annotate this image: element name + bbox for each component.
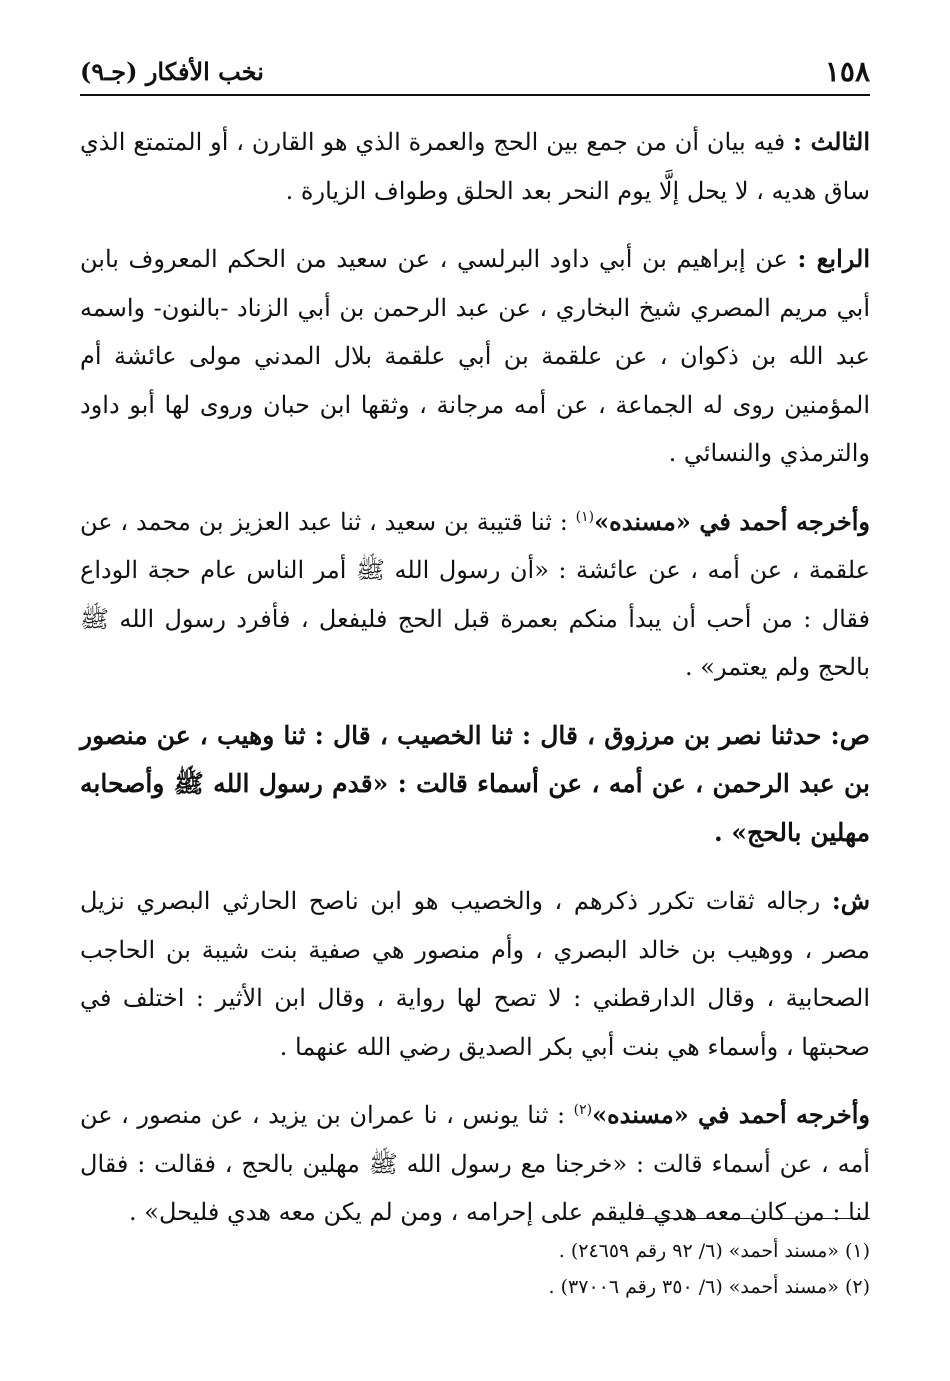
page-number: ١٥٨	[824, 55, 870, 88]
page-body	[80, 118, 870, 1257]
paragraph-lead: وأخرجه أحمد في «مسنده»	[592, 1100, 870, 1129]
running-title: نخب الأفكار (جـ٩)	[80, 57, 264, 86]
footnote-1: (١) «مسند أحمد» (٦/ ٩٢ رقم ٢٤٦٥٩) .	[558, 1240, 870, 1262]
footnotes	[80, 1218, 870, 1305]
paragraph-text: حدثنا نصر بن مرزوق ، قال : ثنا الخصيب ، قال : ثنا وهيب ، عن منصور بن عبد الرحمن ، عن أمه ، عن أسماء قالت : «قدم رسول الله ﷺ وأصحابه مهلين بالحج» .	[80, 720, 870, 847]
paragraph-text: عن إبراهيم بن أبي داود البرلسي ، عن سعيد من الحكم المعروف بابن أبي مريم المصري شيخ البخاري ، عن عبد الرحمن بن أبي الزناد -بالنون- واسمه عبد الله بن ذكوان ، عن علقمة بن أبي علقمة بلال المدني مولى عائشة أم المؤمنين روى له الجماعة ، عن أمه مرجانة ، وثقها ابن حبان وروى لها أبو داود والترمذي والنسائي .	[80, 245, 870, 467]
page-header	[80, 50, 870, 96]
paragraph-lead: ص:	[830, 720, 870, 750]
footnote-2: (٢) «مسند أحمد» (٦/ ٣٥٠ رقم ٣٧٠٠٦) .	[548, 1276, 870, 1298]
paragraph-lead: الثالث :	[793, 127, 870, 156]
paragraph-lead: ش:	[831, 886, 870, 915]
paragraph-commentary	[80, 877, 870, 1071]
paragraph-lead: وأخرجه أحمد في «مسنده»	[594, 506, 870, 536]
footnote-ref-2[interactable]: (٢)	[573, 1102, 593, 1118]
paragraph-text-matn	[80, 712, 870, 858]
footnote-ref-1[interactable]: (١)	[575, 508, 595, 525]
paragraph-fourth	[80, 235, 870, 478]
paragraph-third	[80, 118, 870, 215]
paragraph-ahmad-1	[80, 498, 870, 692]
paragraph-text: رجاله ثقات تكرر ذكرهم ، والخصيب هو ابن ناصح الحارثي البصري نزيل مصر ، ووهيب بن خالد البصري ، وأم منصور هي صفية بنت شيبة بن الحاجب الصحابية ، وقال الدارقطني : لا تصح لها رواية ، وقال ابن الأثير : اختلف في صحبتها ، وأسماء هي بنت أبي بكر الصديق رضي الله عنهما .	[80, 887, 870, 1061]
paragraph-text: : ثنا يونس ، نا عمران بن يزيد ، عن منصور ، عن أمه ، عن أسماء قالت : «خرجنا مع رسول الله ﷺ مهلين بالحج ، فقالت : فقال لنا : من كان معه هدي فليقم على إحرامه ، ومن لم يكن معه هدي فليحل» .	[80, 1101, 870, 1226]
paragraph-ahmad-2	[80, 1091, 870, 1237]
paragraph-lead: الرابع :	[797, 244, 871, 273]
footnote-divider	[640, 1218, 870, 1219]
paragraph-text: فيه بيان أن من جمع بين الحج والعمرة الذي هو القارن ، أو المتمتع الذي ساق هديه ، لا يحل إلَّا يوم النحر بعد الحلق وطواف الزيارة .	[80, 128, 870, 205]
paragraph-text: : ثنا قتيبة بن سعيد ، ثنا عبد العزيز بن محمد ، عن علقمة ، عن أمه ، عن عائشة : «أن رسول الله ﷺ أمر الناس عام حجة الوداع فقال : من أحب أن يبدأ منكم بعمرة قبل الحج فليفعل ، فأفرد رسول الله ﷺ بالحج ولم يعتمر» .	[80, 507, 870, 681]
